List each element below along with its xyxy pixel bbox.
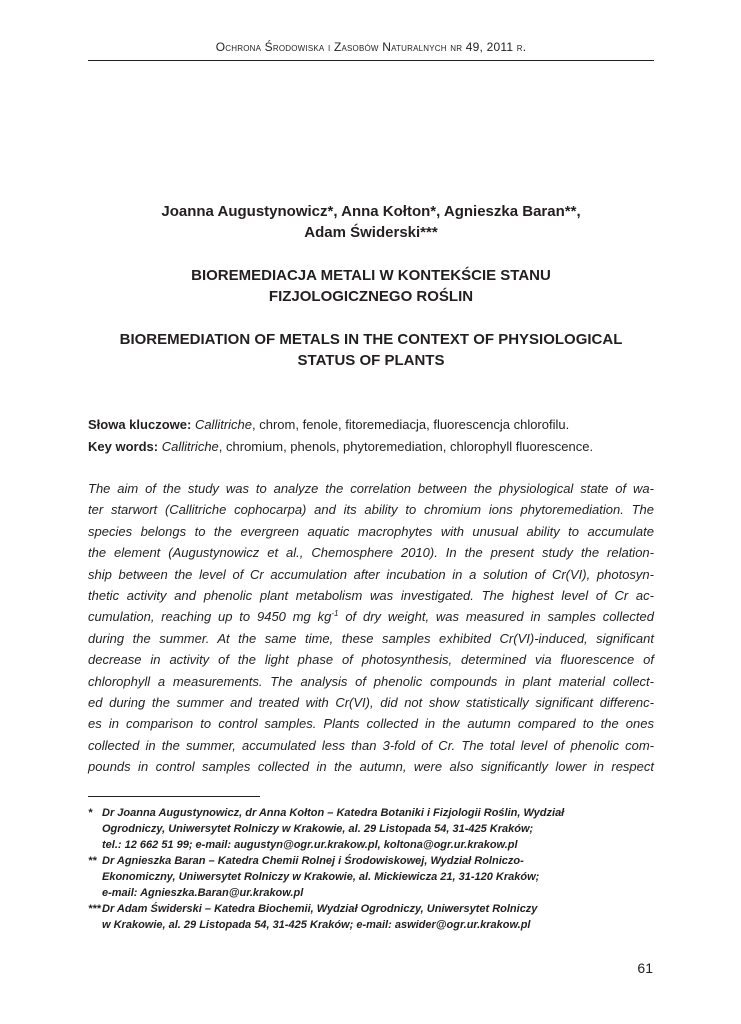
- abstract-line: The aim of the study was to analyze the correlation between the physiological state of wa-: [88, 481, 654, 496]
- footnote-3: [88, 901, 654, 933]
- title-polish-line-1: BIOREMEDIACJA METALI W KONTEKŚCIE STANU: [191, 267, 551, 284]
- keywords-polish-label: Słowa kluczowe:: [88, 417, 192, 432]
- title-polish-line-2: FIZJOLOGICZNEGO ROŚLIN: [268, 288, 474, 305]
- abstract-line: collected in the summer, accumulated less than 3-fold of Cr. The total level of phenolic com-: [88, 737, 654, 753]
- authors-line-1: Joanna Augustynowicz*, Anna Kołton*, Agnieszka Baran**,: [161, 203, 581, 220]
- footnote-2: [88, 853, 654, 901]
- footnote-mark: *: [88, 807, 93, 819]
- keywords-english-genus: Callitriche: [161, 439, 219, 454]
- abstract-line: pounds in control samples collected in the autumn, were also significantly lower in respect: [88, 759, 654, 775]
- abstract-line: species belongs to the evergreen aquatic macrophytes with unusual ability to accumulate: [88, 523, 654, 539]
- abstract-line: ed during the summer and treated with Cr(VI), did not show statistically significant differenc-: [88, 694, 654, 710]
- title-english: [88, 329, 654, 371]
- footnote-line: Dr Joanna Augustynowicz, dr Anna Kołton – Katedra Botaniki i Fizjologii Roślin, Wydział: [102, 807, 565, 819]
- footnote-line: Dr Adam Świderski – Katedra Biochemii, Wydział Ogrodniczy, Uniwersytet Rolniczy: [102, 903, 538, 915]
- journal-issue: 49, 2011: [465, 40, 514, 54]
- abstract-line: during the summer. At the same time, these samples exhibited Cr(VI)-induced, significant: [88, 630, 654, 646]
- keywords-polish-genus: Callitriche: [194, 417, 253, 432]
- unit-exponent: -1: [331, 609, 339, 619]
- abstract-line: the element (Augustynowicz et al., Chemosphere 2010). In the present study the relation-: [88, 545, 654, 561]
- keywords-english-label: Key words:: [88, 439, 159, 454]
- journal-year-suffix: r.: [516, 40, 527, 54]
- authors-line-2: Adam Świderski***: [304, 224, 438, 241]
- footnote-1: [88, 805, 654, 853]
- footnote-mark: **: [88, 855, 97, 867]
- footnotes: [88, 805, 654, 933]
- abstract-line: es in comparison to control samples. Plants collected in the autumn compared to the ones: [88, 716, 654, 732]
- footnote-rule: [88, 796, 260, 797]
- page-number: 61: [637, 960, 653, 976]
- authors: [88, 201, 654, 243]
- keywords: [88, 414, 654, 458]
- footnote-line: Ekonomiczny, Uniwersytet Rolniczy w Krakowie, al. Mickiewicza 21, 31-120 Kraków;: [102, 871, 540, 883]
- abstract-line: ship between the level of Cr accumulation after incubation in a solution of Cr(VI), photosyn-: [88, 566, 654, 582]
- keywords-english-terms: , chromium, phenols, phytoremediation, chlorophyll fluorescence.: [218, 439, 594, 454]
- footnote-line: tel.: 12 662 51 99; e-mail: augustyn@ogr.ur.krakow.pl, koltona@ogr.ur.krakow.pl: [102, 839, 518, 851]
- abstract-line: thetic activity and phenolic plant metabolism was investigated. The highest level of Cr ac-: [88, 587, 654, 603]
- abstract-line: ter starwort (Callitriche cophocarpa) and its ability to chromium ions phytoremediation. The: [88, 502, 654, 518]
- abstract-fragment: cumulation, reaching up to 9450 mg kg: [88, 609, 332, 625]
- footnote-line: w Krakowie, al. 29 Listopada 54, 31-425 Kraków; e-mail: aswider@ogr.ur.krakow.pl: [102, 919, 531, 931]
- footnote-mark: ***: [88, 903, 101, 915]
- keywords-english: [88, 436, 654, 458]
- abstract-fragment: of dry weight, was measured in samples collected: [338, 609, 654, 625]
- title-english-line-1: BIOREMEDIATION OF METALS IN THE CONTEXT OF PHYSIOLOGICAL: [119, 331, 623, 348]
- abstract-line: [88, 606, 654, 627]
- title-english-line-2: STATUS OF PLANTS: [297, 352, 445, 369]
- title-polish: [88, 265, 654, 307]
- journal-nr-label: nr: [450, 40, 463, 54]
- journal-name: Ochrona Środowiska i Zasobów Naturalnych: [215, 40, 447, 54]
- abstract-line: chlorophyll a measurements. The analysis of phenolic compounds in plant material collect-: [88, 673, 654, 689]
- footnote-line: Ogrodniczy, Uniwersytet Rolniczy w Krakowie, al. 29 Listopada 54, 31-425 Kraków;: [102, 823, 534, 835]
- abstract-line: decrease in activity of the light phase of photosynthesis, determined via fluorescence of: [88, 652, 654, 668]
- footnote-line: Dr Agnieszka Baran – Katedra Chemii Rolnej i Środowiskowej, Wydział Rolniczo-: [102, 855, 524, 867]
- footnote-line: e-mail: Agnieszka.Baran@ur.krakow.pl: [102, 887, 304, 899]
- keywords-polish-terms: , chrom, fenole, fitoremediacja, fluorescencja chlorofilu.: [252, 417, 570, 432]
- abstract: [88, 478, 654, 777]
- running-header: [88, 40, 654, 54]
- header-rule: [88, 60, 654, 61]
- keywords-polish: [88, 414, 654, 436]
